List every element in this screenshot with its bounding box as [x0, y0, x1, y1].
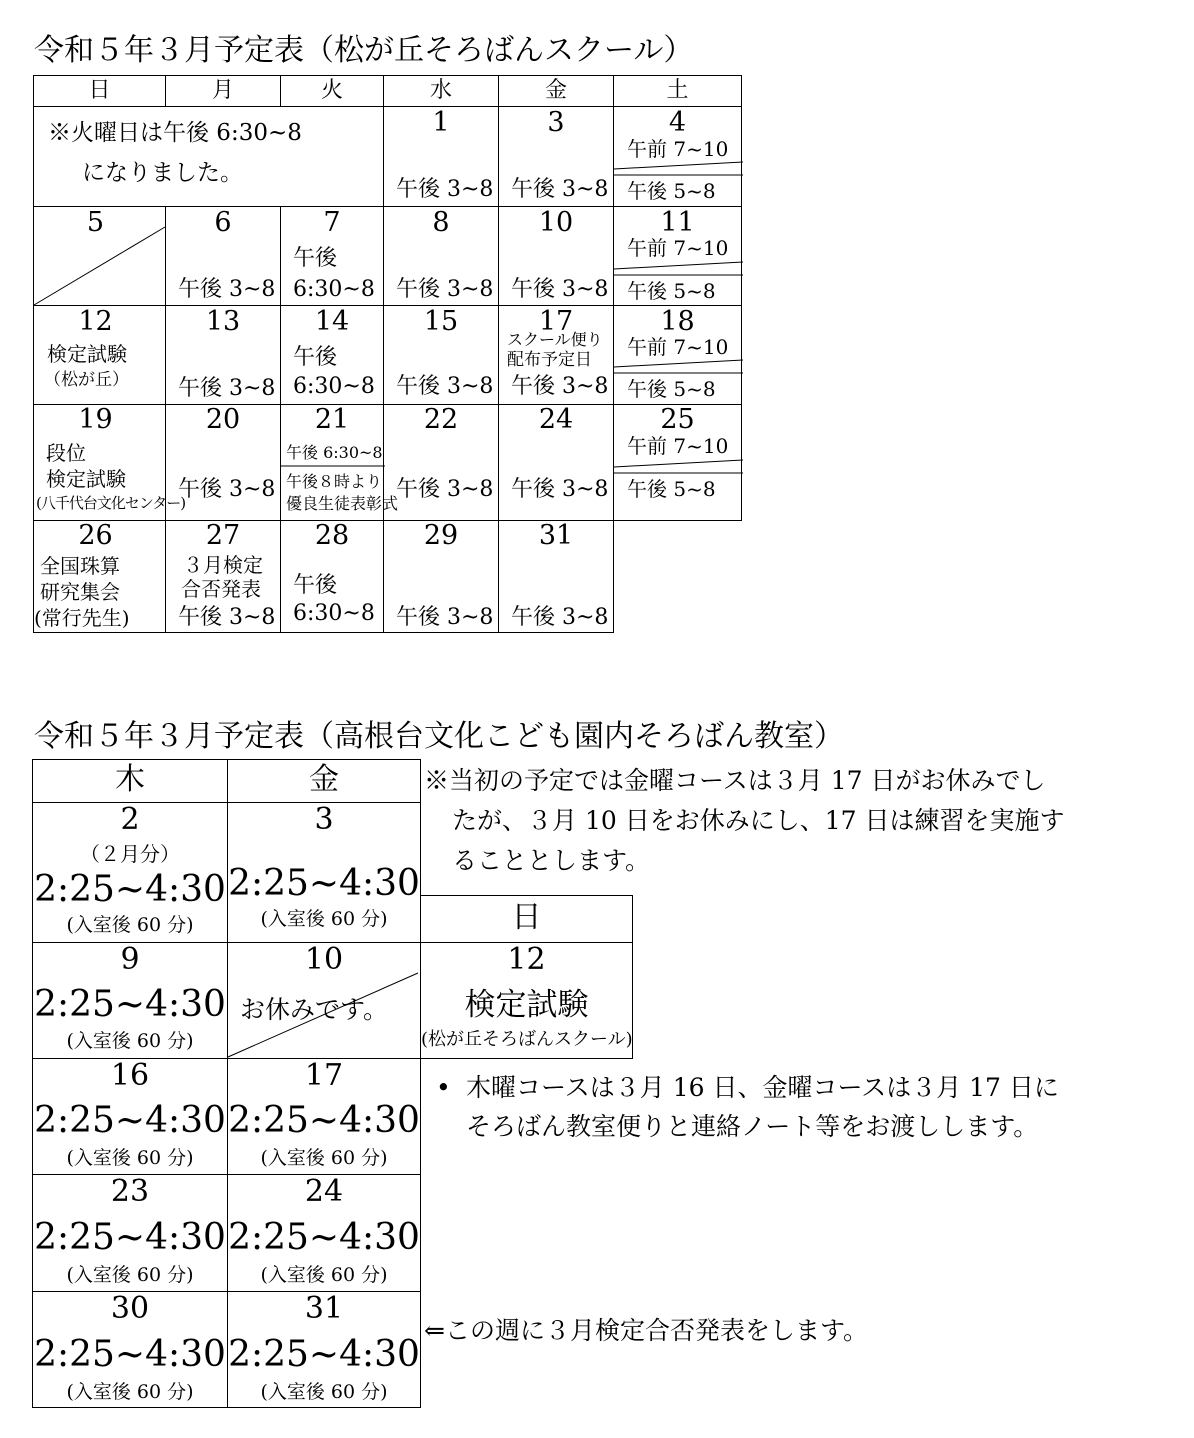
day-cell — [32, 1291, 228, 1408]
header-sat: 土 — [613, 75, 742, 107]
day-cell — [383, 404, 499, 521]
day-number: 17 — [304, 1058, 344, 1093]
saturday-cell — [613, 404, 742, 521]
duration-note: (入室後 60 分) — [260, 1264, 388, 1286]
day-cell — [420, 942, 633, 1059]
note3: ⇐この週に３月検定合否発表をします。 — [424, 1316, 868, 1345]
header-mon: 月 — [165, 75, 281, 107]
day-number: 3 — [314, 802, 334, 837]
duration-note: (入室後 60 分) — [260, 1381, 388, 1403]
day-cell — [227, 802, 421, 943]
duration-note: (入室後 60 分) — [260, 908, 388, 930]
time-text: 2:25~4:30 — [34, 869, 226, 910]
day-number: 16 — [110, 1058, 150, 1093]
day-cell — [280, 206, 384, 306]
day-cell — [33, 305, 166, 405]
event-text: 段位 — [46, 441, 86, 465]
day-number: 13 — [205, 306, 241, 337]
day-number: 2 — [120, 802, 140, 837]
event-text: 研究集会 — [40, 580, 120, 604]
day-cell — [498, 106, 614, 207]
day-number: 11 — [660, 207, 695, 238]
day-cell — [32, 942, 228, 1059]
duration-note: (入室後 60 分) — [66, 1030, 194, 1052]
time-text: 午後 3~8 — [178, 376, 276, 401]
day-number: 26 — [78, 520, 113, 551]
day-number: 12 — [507, 942, 546, 977]
day-number: 1 — [432, 107, 450, 138]
day-cell — [32, 1058, 228, 1175]
day-number: 28 — [314, 520, 350, 551]
time-text: 2:25~4:30 — [228, 1100, 420, 1141]
day-number: 25 — [660, 404, 695, 435]
time-text: 午後 3~8 — [396, 277, 494, 302]
day-number: 21 — [314, 404, 350, 435]
note2-line1: 木曜コースは３月 16 日、金曜コースは３月 17 日に — [466, 1073, 1059, 1102]
day-cell — [33, 206, 166, 306]
time-label: 午後 — [293, 345, 338, 370]
closed-text: お休みです。 — [240, 995, 389, 1024]
evening-time: 午後 5~8 — [627, 279, 716, 303]
day-cell — [280, 520, 384, 633]
day-cell — [32, 802, 228, 943]
time-text: 2:25~4:30 — [34, 1217, 226, 1258]
morning-time: 午前 7~10 — [627, 434, 729, 458]
strike-line — [228, 943, 422, 1060]
calendar1-title: 令和５年３月予定表（松が丘そろばんスクール） — [34, 33, 694, 68]
time-text: 午後 3~8 — [511, 605, 609, 630]
split-line — [281, 405, 385, 522]
duration-note: (入室後 60 分) — [66, 914, 194, 936]
split-line — [614, 107, 743, 208]
day-cell — [165, 206, 281, 306]
day-cell — [165, 404, 281, 521]
split-line — [614, 405, 743, 522]
day-number: 7 — [323, 207, 341, 238]
event-text: (常行先生) — [34, 606, 130, 630]
day-cell — [33, 404, 186, 521]
saturday-cell — [613, 206, 742, 306]
day-number: 12 — [78, 306, 113, 337]
time-text: 午後 3~8 — [178, 477, 276, 502]
day-cell — [383, 520, 499, 633]
note-line2: になりました。 — [82, 160, 243, 186]
event-text: 検定試験 — [464, 987, 589, 1023]
evening-time: 午後 5~8 — [627, 179, 716, 203]
event-text: 午後８時より — [286, 472, 383, 491]
day-number: 15 — [423, 306, 459, 337]
day-number: 10 — [304, 942, 344, 977]
day-cell — [165, 520, 281, 633]
day-number: 10 — [538, 207, 574, 238]
day-cell — [32, 1174, 228, 1292]
time-text: 午後 3~8 — [511, 277, 609, 302]
header-tue: 火 — [280, 75, 384, 107]
day-number: 17 — [538, 306, 574, 337]
time-text: 午後 6:30~8 — [286, 443, 383, 462]
time-text: 午後 3~8 — [396, 477, 494, 502]
day-number: 29 — [423, 520, 459, 551]
note2-line2: そろばん教室便りと連絡ノート等をお渡しします。 — [466, 1112, 1039, 1141]
event-text: 検定試験 — [46, 467, 126, 491]
bullet-icon: • — [436, 1073, 451, 1102]
evening-time: 午後 5~8 — [627, 377, 716, 401]
time-text: 午後 3~8 — [511, 374, 609, 399]
day-number: 18 — [660, 306, 695, 337]
event-text: 配布予定日 — [507, 350, 592, 370]
note1-line2: たが、３月 10 日をお休みにし、17 日は練習を実施す — [452, 806, 1065, 835]
day-cell — [498, 404, 614, 521]
time-text: 午後 3~8 — [178, 277, 276, 302]
day-number: 6 — [214, 207, 232, 238]
day-cell — [383, 305, 499, 405]
day-cell — [383, 206, 499, 306]
day-cell — [33, 520, 166, 633]
day-number: 30 — [110, 1291, 150, 1326]
event-text: 優良生徒表彰式 — [286, 494, 399, 513]
day-cell — [227, 1291, 421, 1408]
time-text: 6:30~8 — [293, 374, 375, 399]
duration-note: (入室後 60 分) — [66, 1147, 194, 1169]
day-number: 23 — [110, 1174, 150, 1209]
time-text: 午後 3~8 — [396, 374, 494, 399]
time-text: 午後 3~8 — [396, 605, 494, 630]
day-cell — [280, 305, 384, 405]
day-number: 8 — [432, 207, 450, 238]
day-number: 20 — [205, 404, 241, 435]
note-cell — [33, 106, 384, 207]
day-cell — [227, 1058, 421, 1175]
time-text: 午後 3~8 — [511, 177, 609, 202]
note-line1: ※火曜日は午後 6:30~8 — [48, 120, 302, 146]
note1-line3: ることとします。 — [452, 846, 651, 875]
day-number: 9 — [120, 942, 140, 977]
calendar2-title: 令和５年３月予定表（高根台文化こども園内そろばん教室） — [34, 719, 844, 754]
day-cell — [498, 206, 614, 306]
time-text: 2:25~4:30 — [34, 984, 226, 1025]
event-place: (松が丘そろばんスクール) — [421, 1029, 633, 1050]
time-text: 2:25~4:30 — [228, 1217, 420, 1258]
time-text: 午後 3~8 — [396, 177, 494, 202]
day-number: 4 — [668, 107, 687, 138]
day-number: 19 — [78, 404, 113, 435]
header-wed: 水 — [383, 75, 499, 107]
time-label: 午後 — [293, 573, 338, 598]
time-text: 2:25~4:30 — [228, 1334, 420, 1375]
morning-time: 午前 7~10 — [627, 137, 729, 161]
duration-note: (入室後 60 分) — [260, 1147, 388, 1169]
day-cell-closed — [227, 942, 421, 1059]
split-line — [614, 207, 743, 307]
time-text: 午後 3~8 — [511, 477, 609, 502]
event-text: 全国珠算 — [40, 554, 120, 578]
day-cell — [227, 1174, 421, 1292]
note1-line1: ※当初の予定では金曜コースは３月 17 日がお休みでし — [424, 766, 1046, 795]
duration-note: (入室後 60 分) — [66, 1264, 194, 1286]
time-label: 午後 — [293, 246, 338, 271]
header-sun: 日 — [33, 75, 166, 107]
header-fri: 金 — [498, 75, 614, 107]
header-fri: 金 — [227, 759, 421, 803]
saturday-cell — [613, 106, 742, 207]
day-number: 5 — [86, 207, 105, 238]
day-number: 31 — [304, 1291, 344, 1326]
header-thu: 木 — [32, 759, 228, 803]
time-text: 6:30~8 — [293, 277, 375, 302]
day-number: 3 — [547, 107, 565, 138]
header-sun: 日 — [420, 895, 633, 943]
day-cell — [165, 305, 281, 405]
evening-time: 午後 5~8 — [627, 477, 716, 501]
day-number: 22 — [423, 404, 459, 435]
time-text: 2:25~4:30 — [34, 1100, 226, 1141]
time-text: 2:25~4:30 — [34, 1334, 226, 1375]
day-cell — [498, 520, 614, 633]
day-cell — [498, 305, 614, 405]
day-number: 31 — [538, 520, 574, 551]
day-cell — [280, 404, 399, 521]
event-place: （松が丘） — [44, 370, 129, 390]
split-line — [614, 306, 743, 406]
saturday-cell — [613, 305, 742, 405]
time-text: 2:25~4:30 — [228, 863, 420, 904]
event-text: スクール便り — [507, 330, 603, 349]
month-note: （２月分） — [80, 842, 180, 866]
strike-line — [34, 207, 167, 307]
day-number: 14 — [314, 306, 350, 337]
event-text: ３月検定 — [183, 553, 263, 577]
day-number: 27 — [205, 520, 241, 551]
event-place: (八千代台文化センター) — [36, 494, 186, 512]
event-text: 検定試験 — [47, 342, 127, 366]
morning-time: 午前 7~10 — [627, 335, 729, 359]
day-number: 24 — [538, 404, 574, 435]
day-cell — [383, 106, 499, 207]
day-number: 24 — [304, 1174, 344, 1209]
morning-time: 午前 7~10 — [627, 236, 729, 260]
duration-note: (入室後 60 分) — [66, 1381, 194, 1403]
event-text: 合否発表 — [181, 577, 261, 601]
time-text: 午後 3~8 — [178, 605, 276, 630]
time-text: 6:30~8 — [293, 601, 375, 626]
